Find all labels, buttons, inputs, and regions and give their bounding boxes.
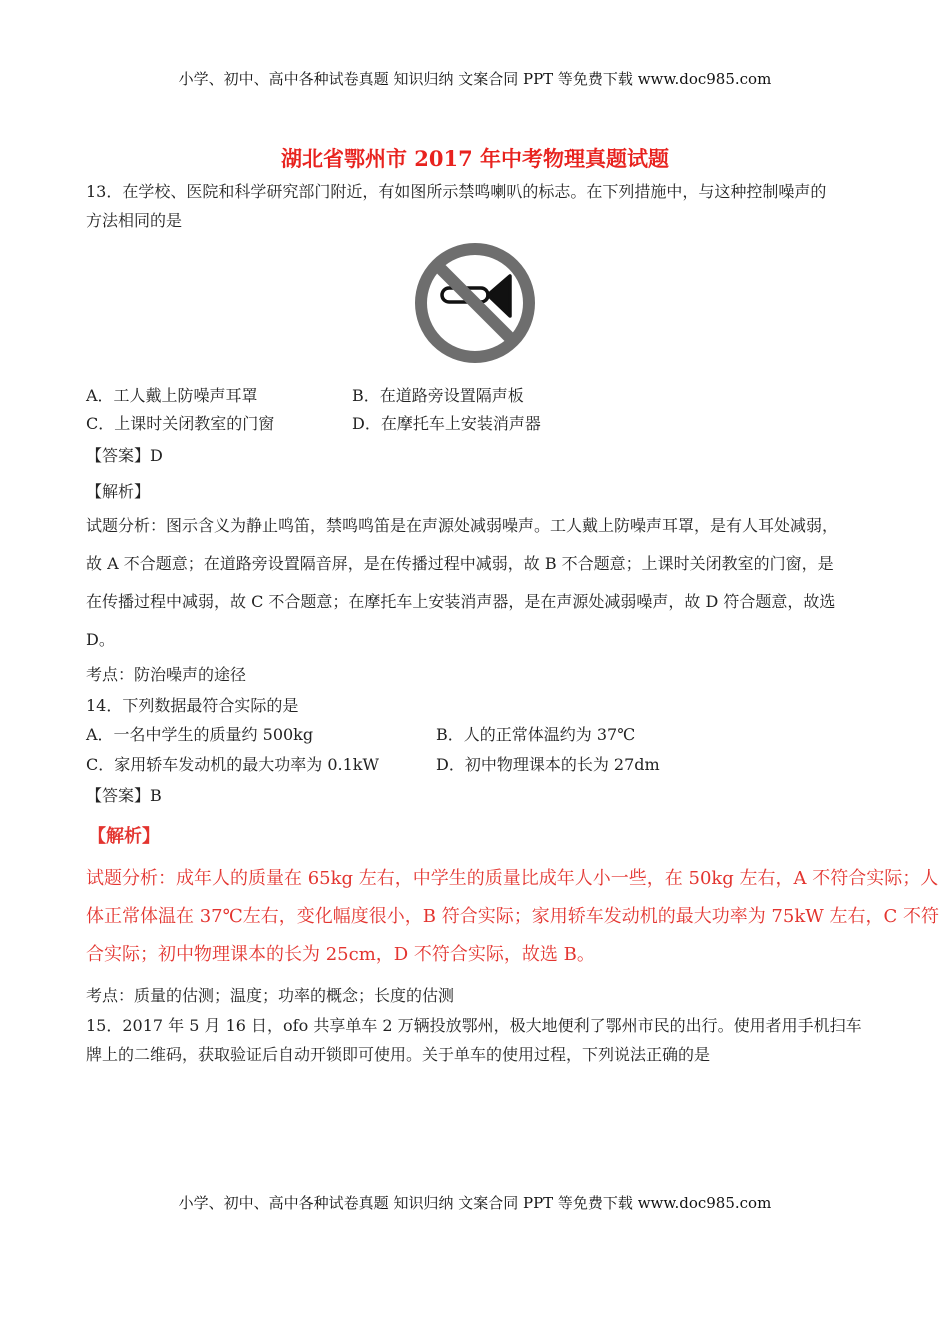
q13-kaodian: 考点：防治噪声的途径 [86, 665, 247, 684]
q14-option-b: B．人的正常体温约为 37℃ [436, 725, 636, 744]
q13-option-b: B．在道路旁设置隔声板 [352, 386, 524, 405]
q15-stem-line1: 15．2017 年 5 月 16 日，ofo 共享单车 2 万辆投放鄂州，极大地便利了鄂州市民的出行。使用者用手机扫车 [86, 1016, 862, 1035]
q13-option-d: D．在摩托车上安装消声器 [352, 414, 541, 433]
no-horn-sign-icon [412, 240, 538, 366]
q14-analysis-heading: 【解析】 [88, 826, 160, 847]
q14-analysis-line3: 合实际；初中物理课本的长为 25cm，D 不符合实际，故选 B。 [86, 944, 595, 965]
q13-analysis-line4: D。 [86, 630, 115, 649]
q13-analysis-heading: 【解析】 [86, 482, 151, 501]
q14-stem: 14．下列数据最符合实际的是 [86, 696, 299, 715]
q14-kaodian: 考点：质量的估测；温度；功率的概念；长度的估测 [86, 986, 455, 1005]
q14-option-d: D．初中物理课本的长为 27dm [436, 755, 660, 774]
q13-analysis-line3: 在传播过程中减弱，故 C 不合题意；在摩托车上安装消声器，是在声源处减弱噪声，故 D 符合题意，故选 [86, 592, 836, 611]
q13-analysis-line1: 试题分析：图示含义为静止鸣笛，禁鸣鸣笛是在声源处减弱噪声。工人戴上防噪声耳罩，是有人耳处减弱， [86, 516, 839, 535]
q13-stem-line1: 13．在学校、医院和科学研究部门附近，有如图所示禁鸣喇叭的标志。在下列措施中，与这种控制噪声的 [86, 182, 827, 201]
q14-option-c: C．家用轿车发动机的最大功率为 0.1kW [86, 755, 379, 774]
page-header: 小学、初中、高中各种试卷真题 知识归纳 文案合同 PPT 等免费下载 www.doc985.com [178, 70, 772, 88]
q14-option-a: A．一名中学生的质量约 500kg [86, 725, 314, 744]
q14-analysis-line2: 体正常体温在 37℃左右，变化幅度很小，B 符合实际；家用轿车发动机的最大功率为 75kW 左右，C 不符 [86, 906, 939, 927]
page-title: 湖北省鄂州市 2017 年中考物理真题试题 [280, 146, 670, 171]
q13-analysis-line2: 故 A 不合题意；在道路旁设置隔音屏，是在传播过程中减弱，故 B 不合题意；上课时关闭教室的门窗，是 [86, 554, 834, 573]
q13-option-c: C．上课时关闭教室的门窗 [86, 414, 275, 433]
q15-stem-line2: 牌上的二维码，获取验证后自动开锁即可使用。关于单车的使用过程，下列说法正确的是 [86, 1045, 711, 1064]
page-footer: 小学、初中、高中各种试卷真题 知识归纳 文案合同 PPT 等免费下载 www.doc985.com [178, 1194, 772, 1212]
q13-answer: 【答案】D [86, 446, 163, 465]
q14-answer: 【答案】B [86, 786, 162, 805]
q13-stem-line2: 方法相同的是 [86, 211, 183, 230]
q14-analysis-line1: 试题分析：成年人的质量在 65kg 左右，中学生的质量比成年人小一些，在 50kg 左右，A 不符合实际；人 [86, 868, 939, 889]
q13-option-a: A．工人戴上防噪声耳罩 [86, 386, 258, 405]
